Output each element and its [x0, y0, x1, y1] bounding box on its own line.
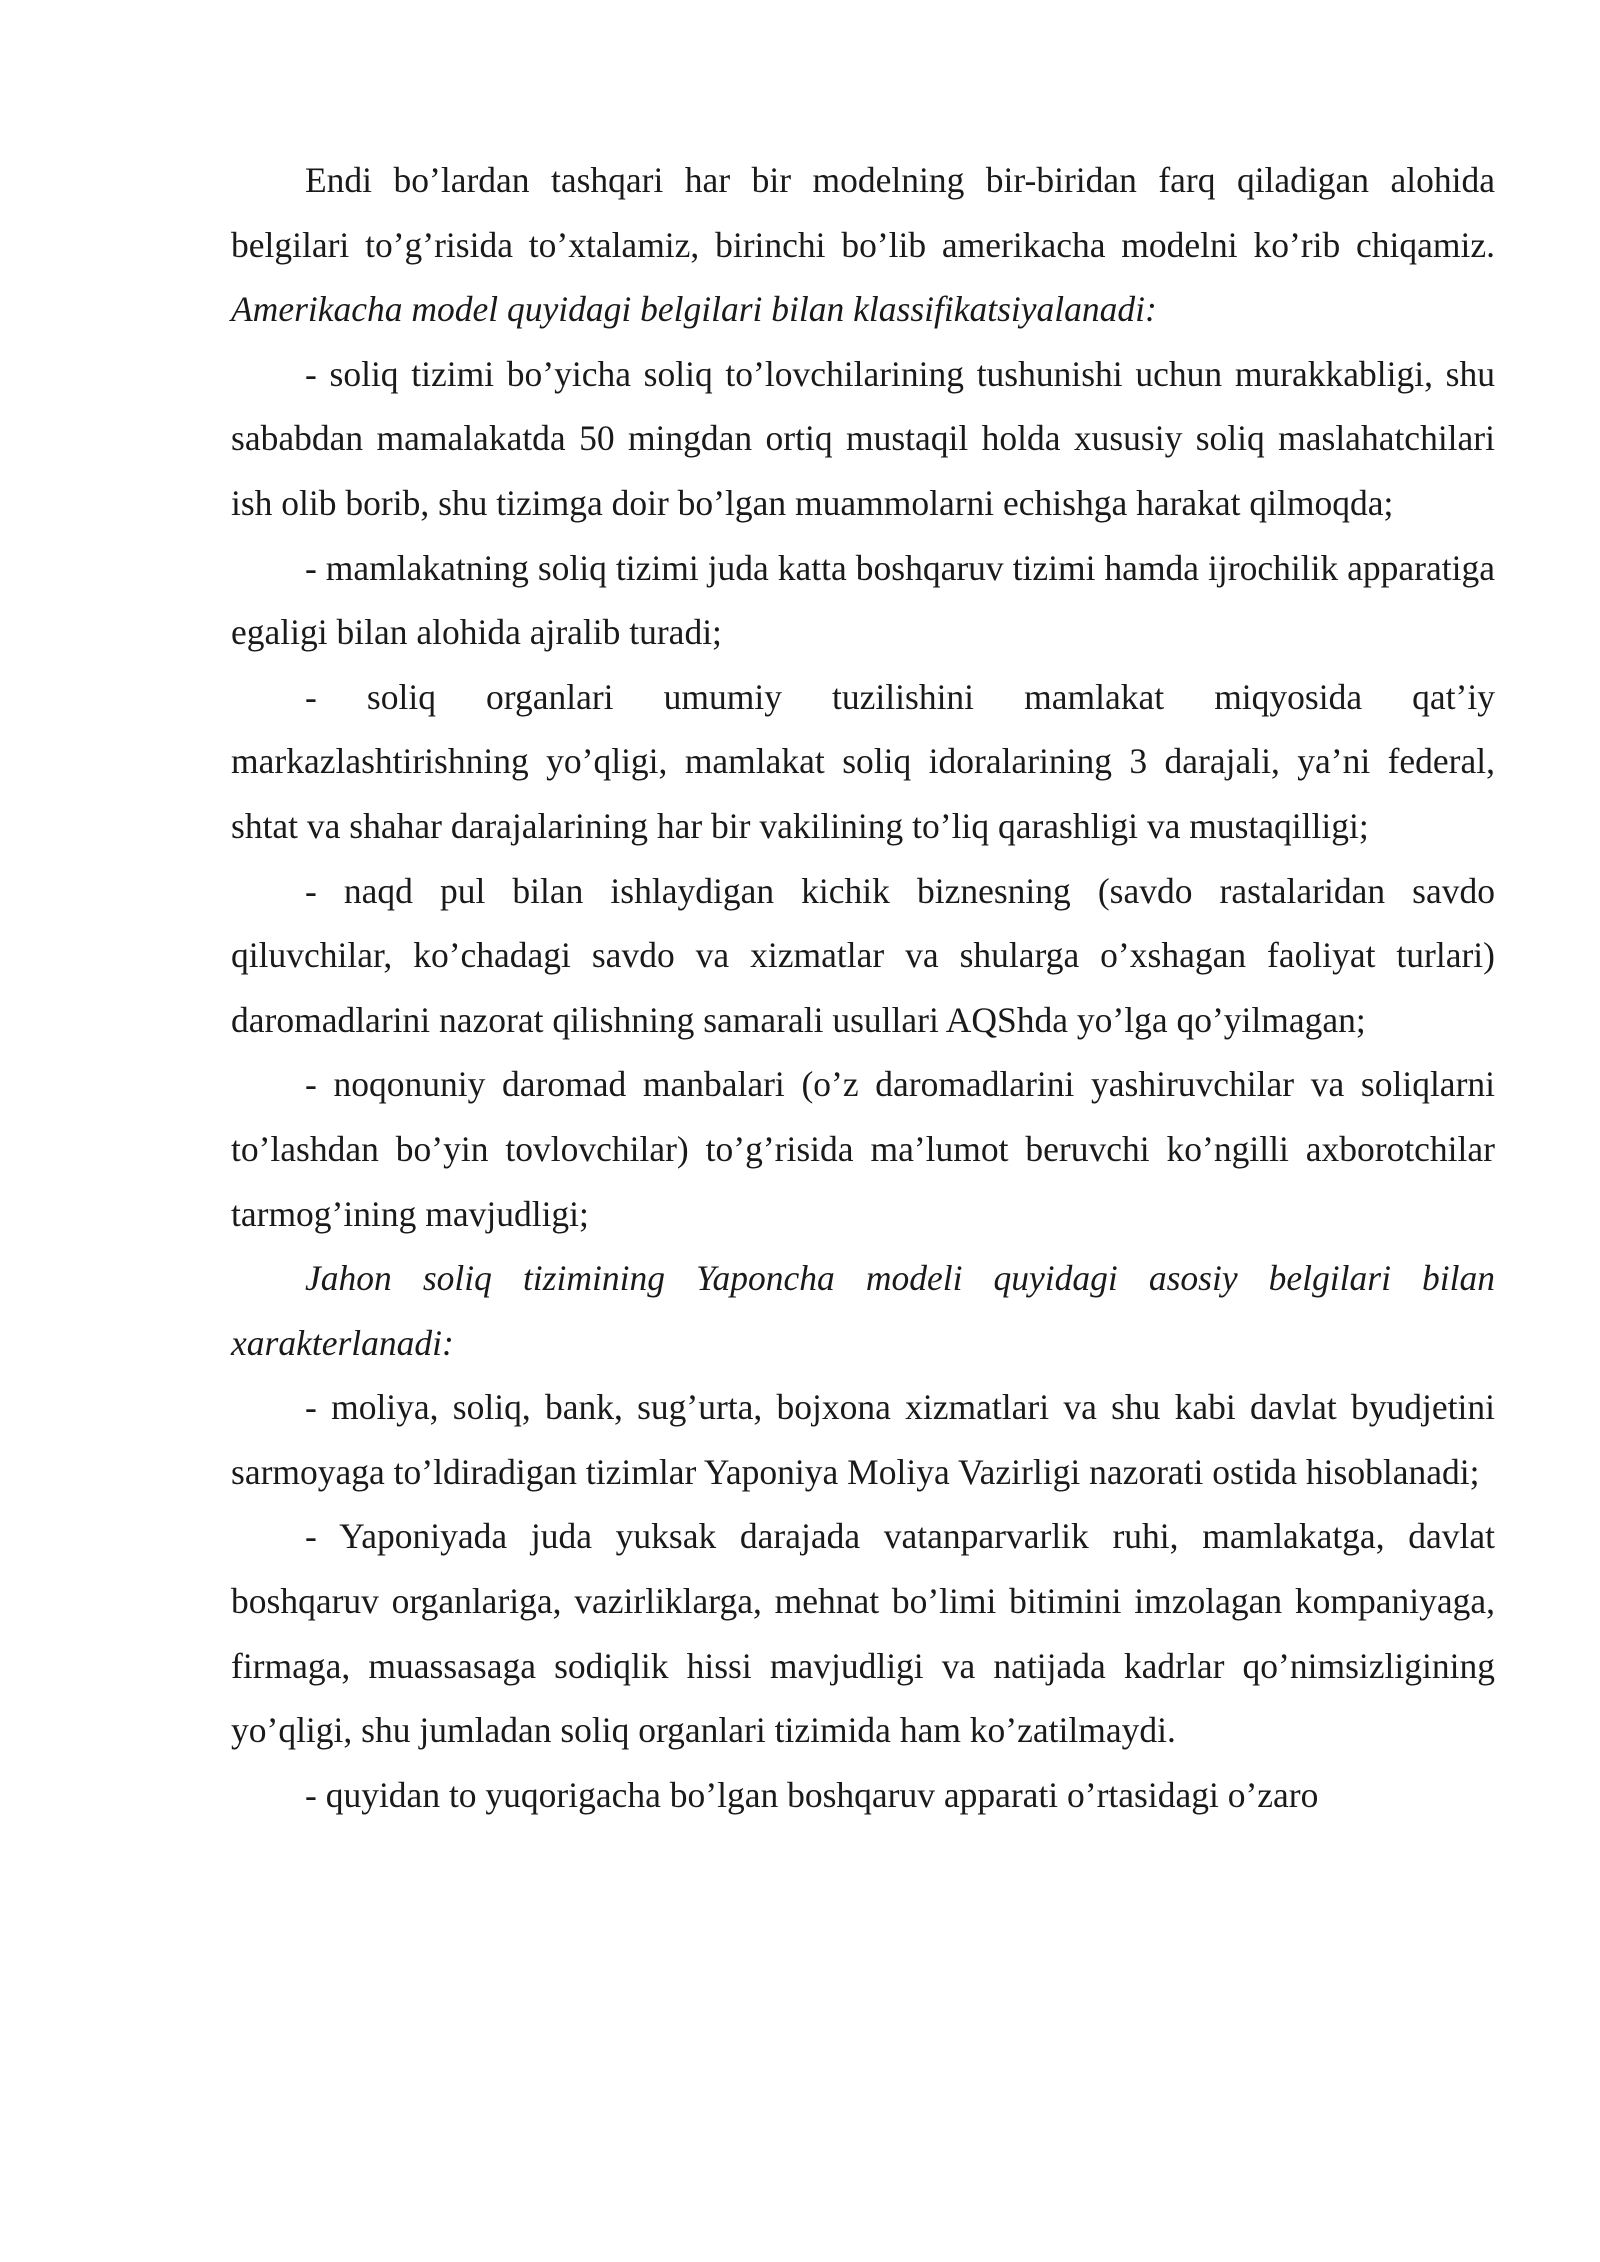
paragraph-text: - soliq organlari umumiy tuzilishini mamlakat miqyosida qat’iy markazlashtirishning yo’qligi, mamlakat soliq idoralarining 3 darajali, ya’ni federal, shtat va shahar darajalarining har bir vakilining to’liq qarashligi va mustaqilligi; [231, 676, 1495, 846]
list-item-paragraph [231, 1504, 1495, 1762]
paragraph-intro [231, 148, 1495, 342]
list-item-paragraph [231, 1375, 1495, 1504]
list-item-paragraph [231, 536, 1495, 665]
paragraph-text: - soliq tizimi bo’yicha soliq to’lovchilarining tushunishi uchun murakkabligi, shu sababdan mamalakatda 50 mingdan ortiq mustaqil holda xususiy soliq maslahatchilari ish olib borib, shu tizimga doir bo’lgan muammolarni echishga harakat qilmoqda; [231, 353, 1495, 523]
paragraph-text: - quyidan to yuqorigacha bo’lgan boshqaruv apparati o’rtasidagi o’zaro [305, 1774, 1319, 1815]
paragraph-text: - noqonuniy daromad manbalari (o’z daromadlarini yashiruvchilar va soliqlarni to’lashdan bo’yin tovlovchilar) to’g’risida ma’lumot beruvchi ko’ngilli axborotchilar tarmog’ining mavjudligi; [231, 1064, 1495, 1234]
list-item-paragraph [231, 1052, 1495, 1246]
section-heading-paragraph [231, 1246, 1495, 1375]
paragraph-italic-heading: Jahon soliq tizimining Yaponcha modeli quyidagi asosiy belgilari bilan xarakterlanadi: [231, 1258, 1495, 1363]
paragraph-text: - naqd pul bilan ishlaydigan kichik biznesning (savdo rastalaridan savdo qiluvchilar, ko’chadagi savdo va xizmatlar va shularga o’xshagan faoliyat turlari) daromadlarini nazorat qilishning samarali usullari AQShda yo’lga qo’yilmagan; [231, 870, 1495, 1040]
list-item-paragraph [231, 342, 1495, 536]
paragraph-text: Endi bo’lardan tashqari har bir modelning bir-biridan farq qiladigan alohida belgilari to’g’risida to’xtalamiz, birinchi bo’lib amerikacha modelni ko’rib chiqamiz. [231, 160, 1495, 265]
paragraph-text: - Yaponiyada juda yuksak darajada vatanparvarlik ruhi, mamlakatga, davlat boshqaruv organlariga, vazirliklarga, mehnat bo’limi bitimini imzolagan kompaniyaga, firmaga, muassasaga sodiqlik hissi mavjudligi va natijada kadrlar qo’nimsizligining yo’qligi, shu jumladan soliq organlari tizimida ham ko’zatilmaydi. [231, 1516, 1495, 1751]
paragraph-italic-heading: Amerikacha model quyidagi belgilari bilan klassifikatsiyalanadi: [231, 289, 1157, 330]
list-item-paragraph [231, 859, 1495, 1053]
paragraph-text: - mamlakatning soliq tizimi juda katta boshqaruv tizimi hamda ijrochilik apparatiga egaligi bilan alohida ajralib turadi; [231, 547, 1495, 653]
paragraph-text: - moliya, soliq, bank, sug’urta, bojxona xizmatlari va shu kabi davlat byudjetini sarmoyaga to’ldiradigan tizimlar Yaponiya Moliya Vazirligi nazorati ostida hisoblanadi; [231, 1387, 1495, 1492]
list-item-paragraph [231, 665, 1495, 859]
document-body [231, 148, 1495, 1827]
list-item-paragraph [231, 1763, 1495, 1828]
